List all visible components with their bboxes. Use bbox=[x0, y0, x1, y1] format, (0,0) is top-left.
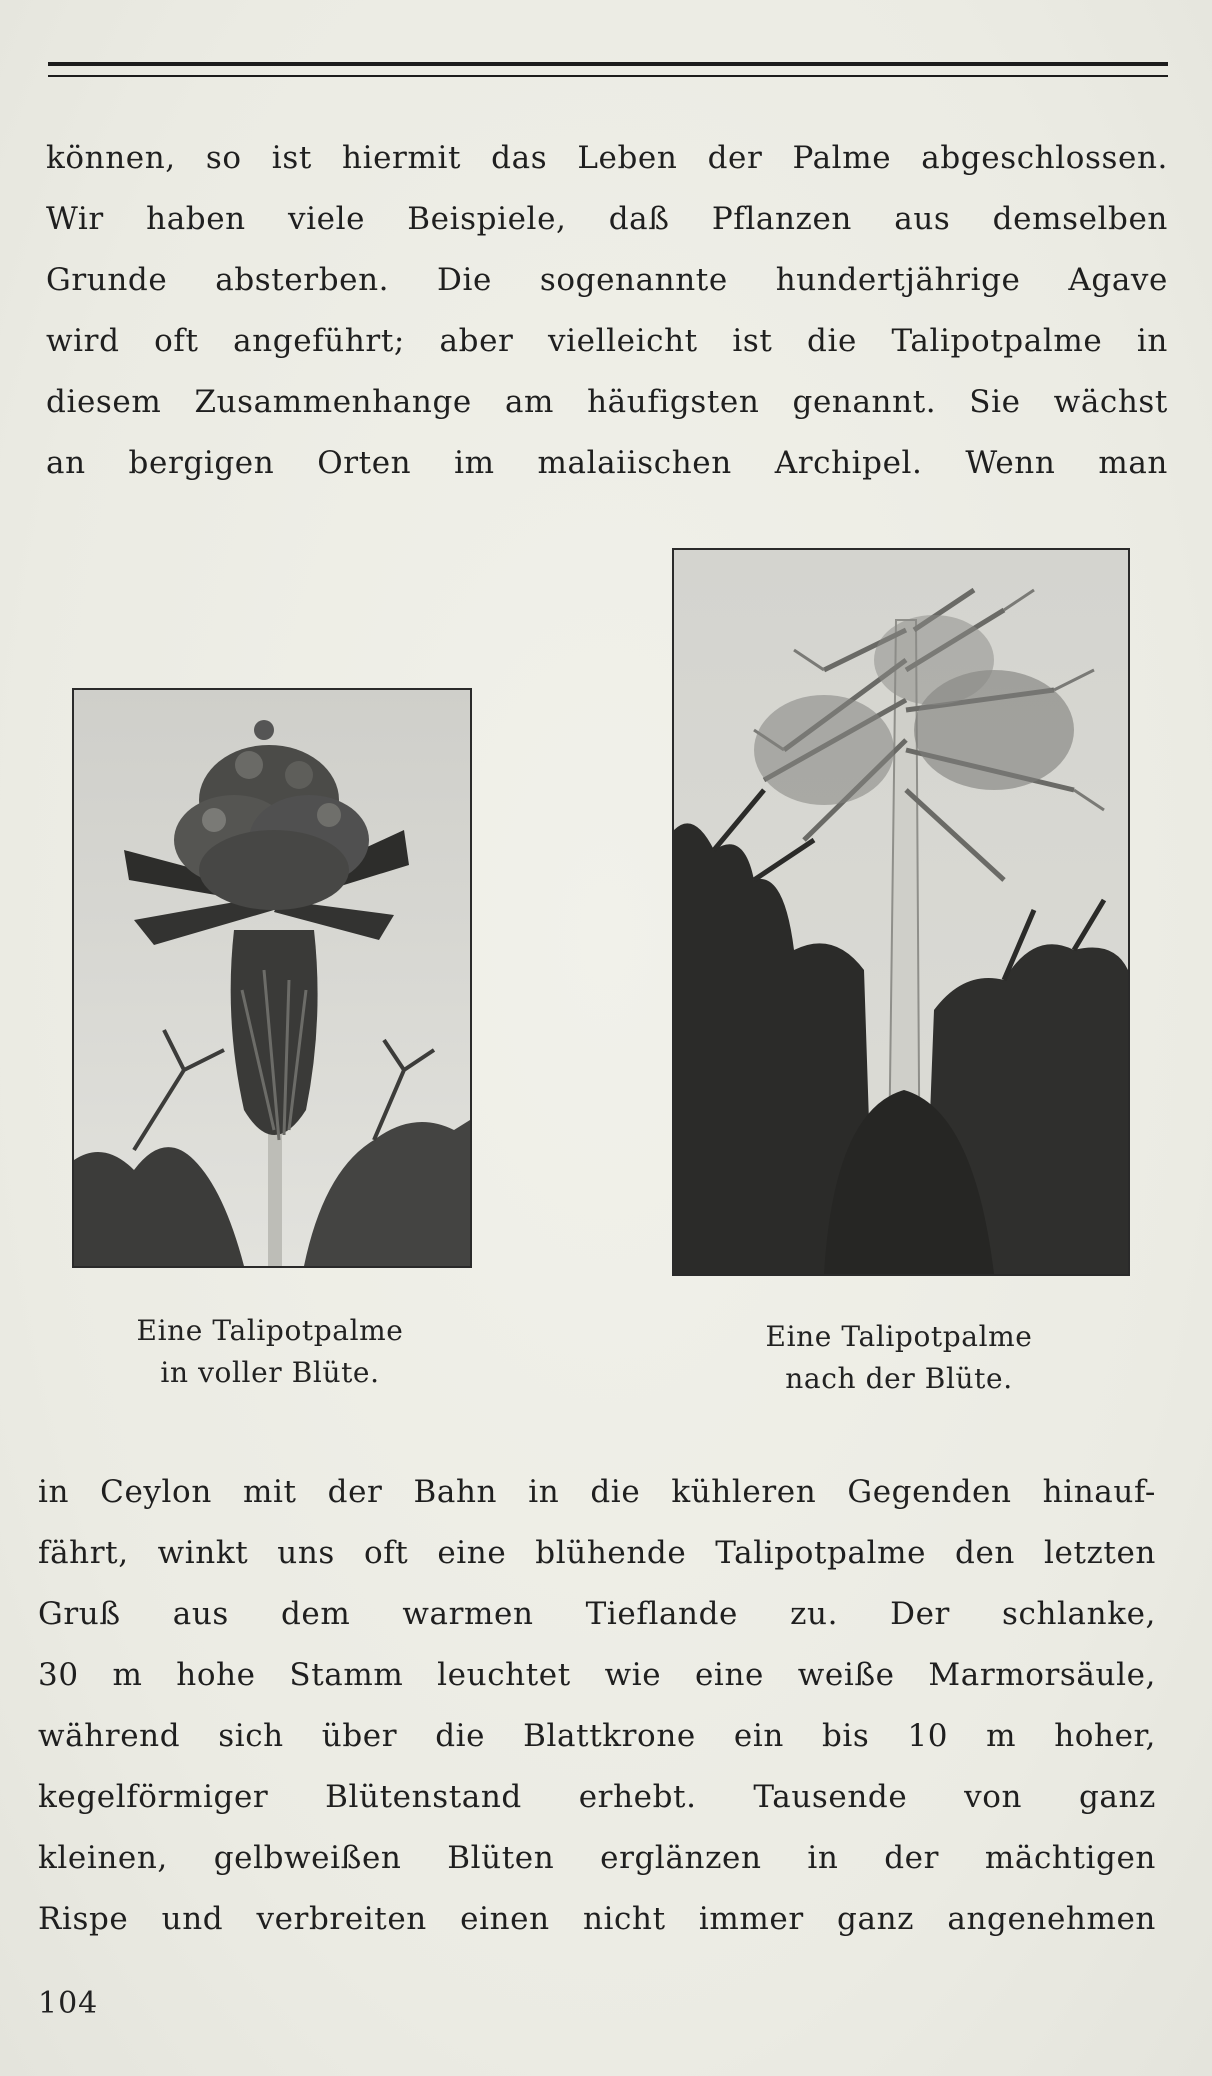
text-line: kleinen, gelbweißen Blüten erglänzen in der mächtigen bbox=[38, 1840, 1156, 1876]
text-line: Wir haben viele Beispiele, daß Pflanzen aus demselben bbox=[46, 201, 1168, 237]
caption-line: Eine Talipotpalme bbox=[765, 1320, 1033, 1353]
page-number: 104 bbox=[38, 1986, 99, 2021]
caption-palm-in-bloom bbox=[72, 1310, 468, 1394]
text-line: diesem Zusammenhange am häufigsten genannt. Sie wächst bbox=[46, 384, 1168, 420]
caption-line: Eine Talipotpalme bbox=[136, 1314, 404, 1347]
text-line: 30 m hohe Stamm leuchtet wie eine weiße Marmorsäule, bbox=[38, 1657, 1156, 1693]
caption-line: nach der Blüte. bbox=[785, 1362, 1013, 1395]
text-line: während sich über die Blattkrone ein bis 10 m hoher, bbox=[38, 1718, 1156, 1754]
text-line: Gruß aus dem warmen Tieflande zu. Der schlanke, bbox=[38, 1596, 1156, 1632]
text-line: wird oft angeführt; aber vielleicht ist die Talipotpalme in bbox=[46, 323, 1168, 359]
text-line: Rispe und verbreiten einen nicht immer ganz angenehmen bbox=[38, 1901, 1156, 1937]
caption-palm-after-bloom bbox=[672, 1316, 1126, 1400]
body-text-top bbox=[46, 128, 1168, 494]
text-line: kegelförmiger Blütenstand erhebt. Tausende von ganz bbox=[38, 1779, 1156, 1815]
text-line: Grunde absterben. Die sogenannte hundertjährige Agave bbox=[46, 262, 1168, 298]
body-text-bottom bbox=[38, 1462, 1156, 1950]
text-line: an bergigen Orten im malaiischen Archipel. Wenn man bbox=[46, 445, 1168, 481]
header-rule-thick bbox=[48, 62, 1168, 66]
palm-after-bloom-illustration bbox=[674, 550, 1128, 1274]
photo-palm-in-bloom bbox=[72, 688, 472, 1268]
text-line: fährt, winkt uns oft eine blühende Talipotpalme den letzten bbox=[38, 1535, 1156, 1571]
text-line: können, so ist hiermit das Leben der Palme abgeschlossen. bbox=[46, 140, 1168, 176]
text-line: in Ceylon mit der Bahn in die kühleren Gegenden hinauf- bbox=[38, 1474, 1156, 1510]
palm-in-bloom-illustration bbox=[74, 690, 470, 1266]
header-rule-thin bbox=[48, 75, 1168, 77]
caption-line: in voller Blüte. bbox=[160, 1356, 380, 1389]
photo-palm-after-bloom bbox=[672, 548, 1130, 1276]
